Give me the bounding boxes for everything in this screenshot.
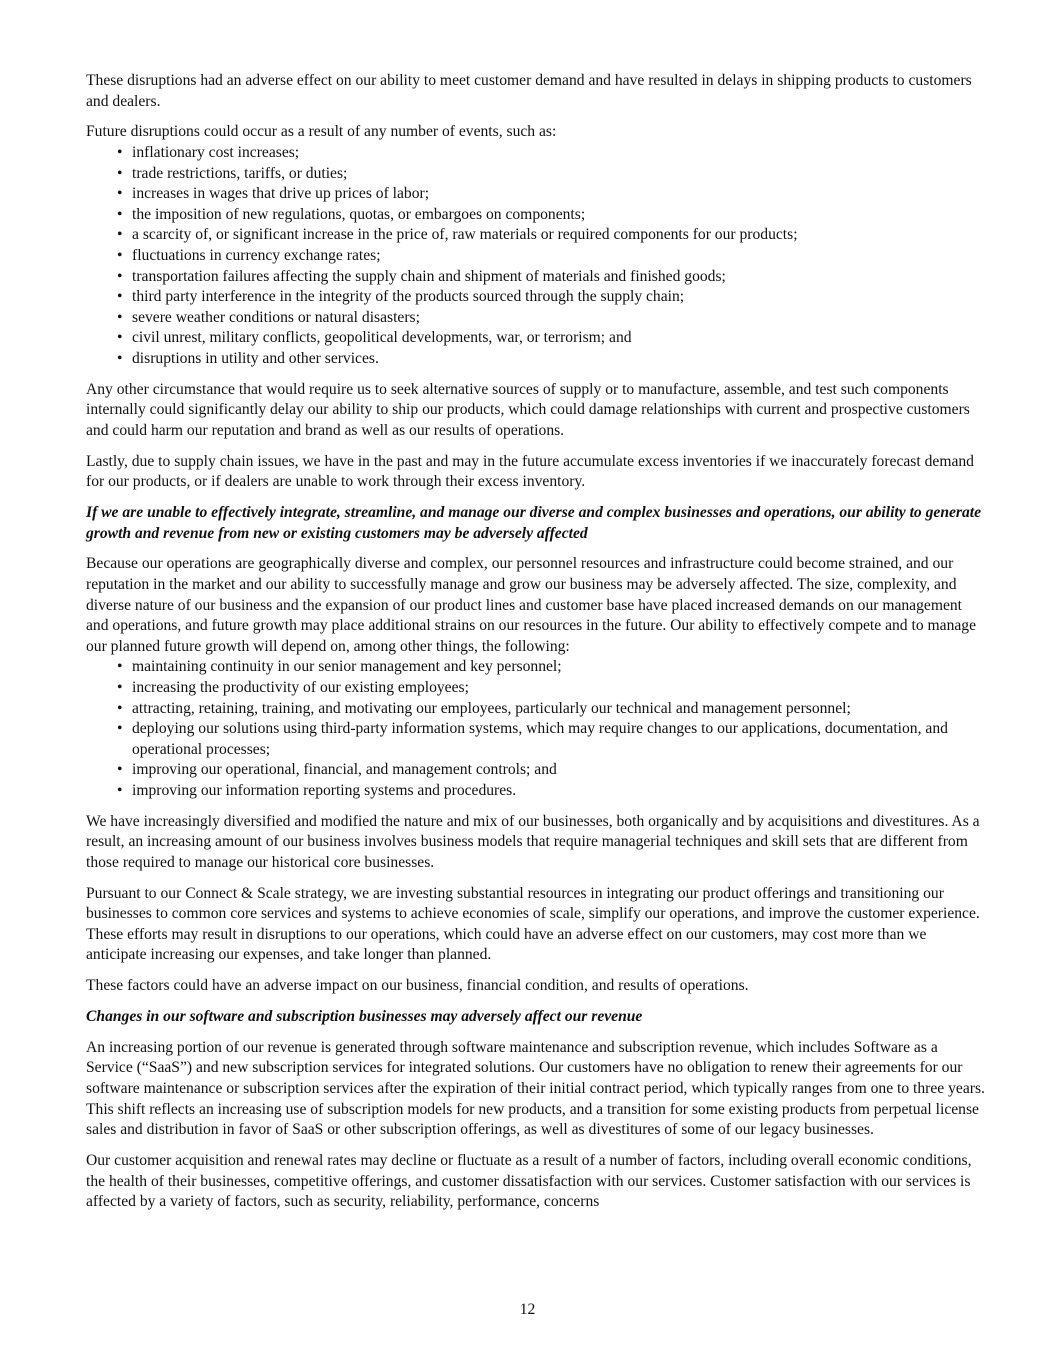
list-item: • civil unrest, military conflicts, geopolitical developments, war, or terrorism; and bbox=[86, 328, 986, 349]
list-item: • fluctuations in currency exchange rates; bbox=[86, 246, 986, 267]
list-item: • severe weather conditions or natural disasters; bbox=[86, 308, 986, 329]
paragraph: Our customer acquisition and renewal rates may decline or fluctuate as a result of a number of factors, including overall economic conditions, the health of their businesses, competitive offerings, and customer dissatisfaction with our services. Customer satisfaction with our services is affected by a variety of factors, such as security, reliability, performance, concerns bbox=[86, 1151, 972, 1211]
section-heading: If we are unable to effectively integrate, streamline, and manage our diverse and complex businesses and operations, our ability to generate growth and revenue from new or existing customers may be adversely affected bbox=[86, 504, 982, 542]
paragraph: Because our operations are geographically diverse and complex, our personnel resources and infrastructure could become strained, and our reputation in the market and our ability to successfully manage and grow our business may be adversely affected. The size, complexity, and diverse nature of our business and the expansion of our product lines and customer base have placed increased demands on our management and operations, and future growth may place additional strains on our resources in the future. Our ability to effectively compete and to manage our planned future growth will depend on, among other things, the following: bbox=[86, 555, 977, 655]
list-item: • a scarcity of, or significant increase in the price of, raw materials or required components for our products; bbox=[86, 225, 986, 246]
paragraph: An increasing portion of our revenue is generated through software maintenance and subscription revenue, which includes Software as a Service (“SaaS”) and new subscription services for integrated solutions. Our customers have no obligation to renew their agreements for our software maintenance or subscription services after the expiration of their initial contract period, which typically ranges from one to three years. This shift reflects an increasing use of subscription models for new products, and a transition for some existing products from perpetual license sales and distribution in favor of SaaS or other subscription offerings, as well as divestitures of some of our legacy businesses. bbox=[86, 1038, 985, 1139]
list-item: • improving our information reporting systems and procedures. bbox=[86, 781, 986, 802]
paragraph: Any other circumstance that would require us to seek alternative sources of supply or to manufacture, assemble, and test such components internally could significantly delay our ability to ship our products, which could damage relationships with current and prospective customers and could harm our reputation and brand as well as our results of operations. bbox=[86, 380, 970, 439]
section-heading: Changes in our software and subscription businesses may adversely affect our revenue bbox=[86, 1008, 643, 1026]
list-item: • transportation failures affecting the supply chain and shipment of materials and finished goods; bbox=[86, 267, 986, 288]
paragraph: These factors could have an adverse impact on our business, financial condition, and results of operations. bbox=[86, 977, 749, 995]
disruption-events-list bbox=[86, 143, 986, 370]
paragraph: Lastly, due to supply chain issues, we have in the past and may in the future accumulate excess inventories if we inaccurately forecast demand for our products, or if dealers are unable to work through their excess inventory. bbox=[86, 452, 974, 491]
list-item: • deploying our solutions using third-party information systems, which may require changes to our applications, documentation, and operational processes; bbox=[86, 719, 986, 760]
list-item: • maintaining continuity in our senior management and key personnel; bbox=[86, 657, 986, 678]
paragraph: Pursuant to our Connect & Scale strategy, we are investing substantial resources in integrating our product offerings and transitioning our businesses to common core services and systems to achieve economies of scale, simplify our operations, and improve the customer experience. These efforts may result in disruptions to our operations, which could have an adverse effect on our customers, may cost more than we anticipate increasing our expenses, and take longer than planned. bbox=[86, 884, 980, 964]
paragraph: We have increasingly diversified and modified the nature and mix of our businesses, both organically and by acquisitions and divestitures. As a result, an increasing amount of our business involves business models that require managerial techniques and skill sets that are different from those required to manage our historical core businesses. bbox=[86, 812, 980, 871]
list-item: • the imposition of new regulations, quotas, or embargoes on components; bbox=[86, 205, 986, 226]
list-item: • improving our operational, financial, and management controls; and bbox=[86, 760, 986, 781]
paragraph: Future disruptions could occur as a result of any number of events, such as: bbox=[86, 123, 557, 141]
list-item: • inflationary cost increases; bbox=[86, 143, 986, 164]
list-item: • trade restrictions, tariffs, or duties; bbox=[86, 164, 986, 185]
document-body bbox=[86, 71, 986, 1223]
list-item: • third party interference in the integrity of the products sourced through the supply chain; bbox=[86, 287, 986, 308]
list-item: • increasing the productivity of our existing employees; bbox=[86, 678, 986, 699]
list-item: • disruptions in utility and other services. bbox=[86, 349, 986, 370]
page-number: 12 bbox=[519, 1301, 536, 1318]
list-item: • attracting, retaining, training, and motivating our employees, particularly our technical and management personnel; bbox=[86, 699, 986, 720]
paragraph: These disruptions had an adverse effect on our ability to meet customer demand and have resulted in delays in shipping products to customers and dealers. bbox=[86, 72, 972, 110]
list-item: • increases in wages that drive up prices of labor; bbox=[86, 184, 986, 205]
growth-factors-list bbox=[86, 657, 986, 801]
